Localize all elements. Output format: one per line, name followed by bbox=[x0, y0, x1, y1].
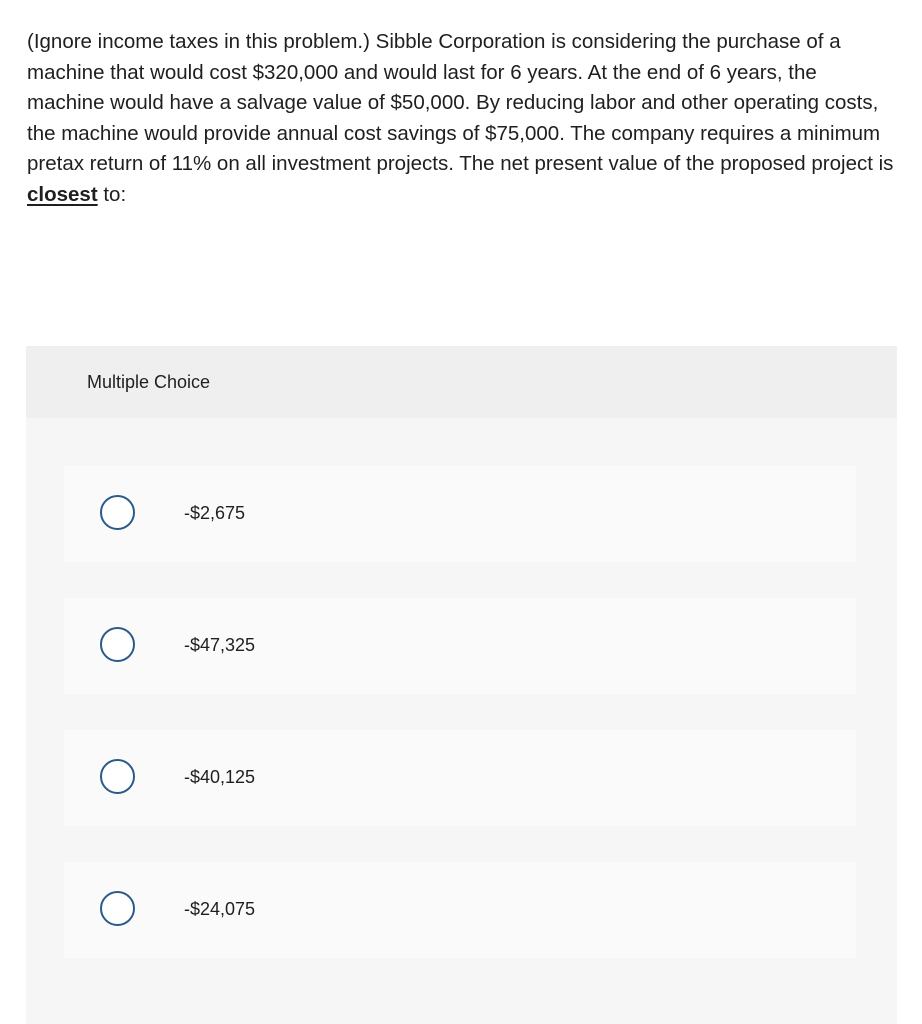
multiple-choice-panel bbox=[26, 346, 897, 1024]
choice-option-1[interactable] bbox=[64, 466, 856, 562]
radio-button-icon[interactable] bbox=[100, 759, 135, 794]
question-text-end: to: bbox=[97, 182, 127, 206]
choice-label: -$47,325 bbox=[184, 635, 256, 655]
question-text-main: (Ignore income taxes in this problem.) Sibble Corporation is considering the purchase of a machine that would cost $320,000 and would last for 6 years. At the end of 6 years, the machine would have a salvage value of $50,000. By reducing labor and other operating costs, the machine would provide annual cost savings of $75,000. The company requires a minimum pretax return of 11% on all investment projects. The net present value of the proposed project is bbox=[27, 30, 894, 175]
multiple-choice-title: Multiple Choice bbox=[87, 372, 211, 392]
choice-option-4[interactable] bbox=[64, 862, 856, 958]
choice-option-3[interactable] bbox=[64, 730, 856, 826]
radio-button-icon[interactable] bbox=[100, 495, 135, 530]
choice-label: -$2,675 bbox=[184, 503, 246, 523]
question-emphasis: closest bbox=[27, 182, 98, 206]
radio-button-icon[interactable] bbox=[100, 627, 135, 662]
choices-list bbox=[26, 418, 897, 1024]
multiple-choice-header bbox=[26, 346, 897, 418]
choice-option-2[interactable] bbox=[64, 598, 856, 694]
radio-button-icon[interactable] bbox=[100, 891, 135, 926]
question-text bbox=[27, 27, 897, 210]
choice-label: -$24,075 bbox=[184, 899, 256, 919]
choice-label: -$40,125 bbox=[184, 767, 256, 787]
